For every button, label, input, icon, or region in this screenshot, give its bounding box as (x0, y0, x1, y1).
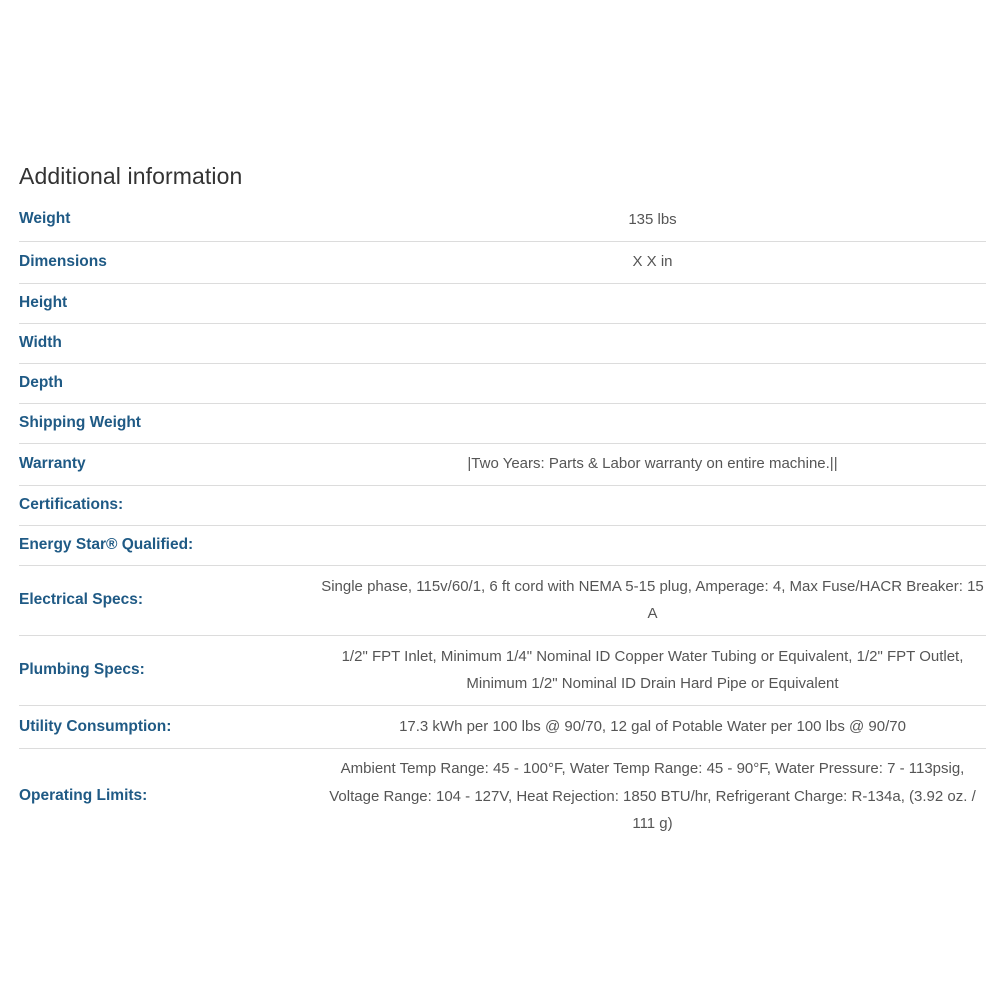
row-width (19, 323, 986, 363)
row-label: Depth (19, 374, 63, 391)
row-label: Plumbing Specs: (19, 661, 145, 678)
row-label: Height (19, 294, 68, 311)
row-value (319, 403, 986, 443)
row-warranty (19, 443, 986, 485)
row-label: Warranty (19, 455, 86, 472)
row-value (319, 525, 986, 565)
row-label: Utility Consumption: (19, 717, 172, 735)
row-value: 17.3 kWh per 100 lbs @ 90/70, 12 gal of Potable Water per 100 lbs @ 90/70 (399, 717, 906, 735)
row-certifications (19, 485, 986, 525)
row-label: Shipping Weight (19, 414, 141, 431)
row-label: Certifications: (19, 496, 124, 513)
additional-info-table (19, 198, 986, 844)
row-depth (19, 363, 986, 403)
row-value (319, 363, 986, 403)
section-title: Additional information (19, 163, 243, 189)
row-label: Width (19, 334, 62, 351)
row-label: Electrical Specs: (19, 591, 144, 608)
row-label: Operating Limits: (19, 787, 148, 805)
row-dimensions (19, 241, 986, 283)
row-label: Energy Star® Qualified: (19, 536, 194, 553)
row-value (319, 323, 986, 363)
row-value: 135 lbs (628, 210, 677, 228)
row-utility-consumption (19, 705, 986, 748)
row-energy-star (19, 525, 986, 565)
row-weight (19, 198, 986, 241)
row-value: Ambient Temp Range: 45 - 100°F, Water Temp Range: 45 - 90°F, Water Pressure: 7 - 113psig, Voltage Range: 104 - 127V, Heat Rejection: 1850 BTU/hr, Refrigerant Charge: R-134a, (3.92 oz. / 111 g) (329, 760, 976, 832)
row-label: Weight (19, 210, 71, 228)
row-plumbing-specs (19, 635, 986, 705)
row-value (319, 485, 986, 525)
row-label: Dimensions (19, 253, 107, 270)
row-value: |Two Years: Parts & Labor warranty on entire machine.|| (467, 455, 838, 473)
row-height (19, 283, 986, 323)
row-operating-limits (19, 748, 986, 844)
row-value (319, 283, 986, 323)
row-shipping-weight (19, 403, 986, 443)
row-value: Single phase, 115v/60/1, 6 ft cord with NEMA 5-15 plug, Amperage: 4, Max Fuse/HACR Breaker: 15 A (321, 577, 984, 622)
row-electrical-specs (19, 565, 986, 635)
row-value: X X in (632, 253, 673, 271)
row-value: 1/2" FPT Inlet, Minimum 1/4" Nominal ID Copper Water Tubing or Equivalent, 1/2" FPT Outlet, Minimum 1/2" Nominal ID Drain Hard Pipe or Equivalent (341, 647, 964, 692)
